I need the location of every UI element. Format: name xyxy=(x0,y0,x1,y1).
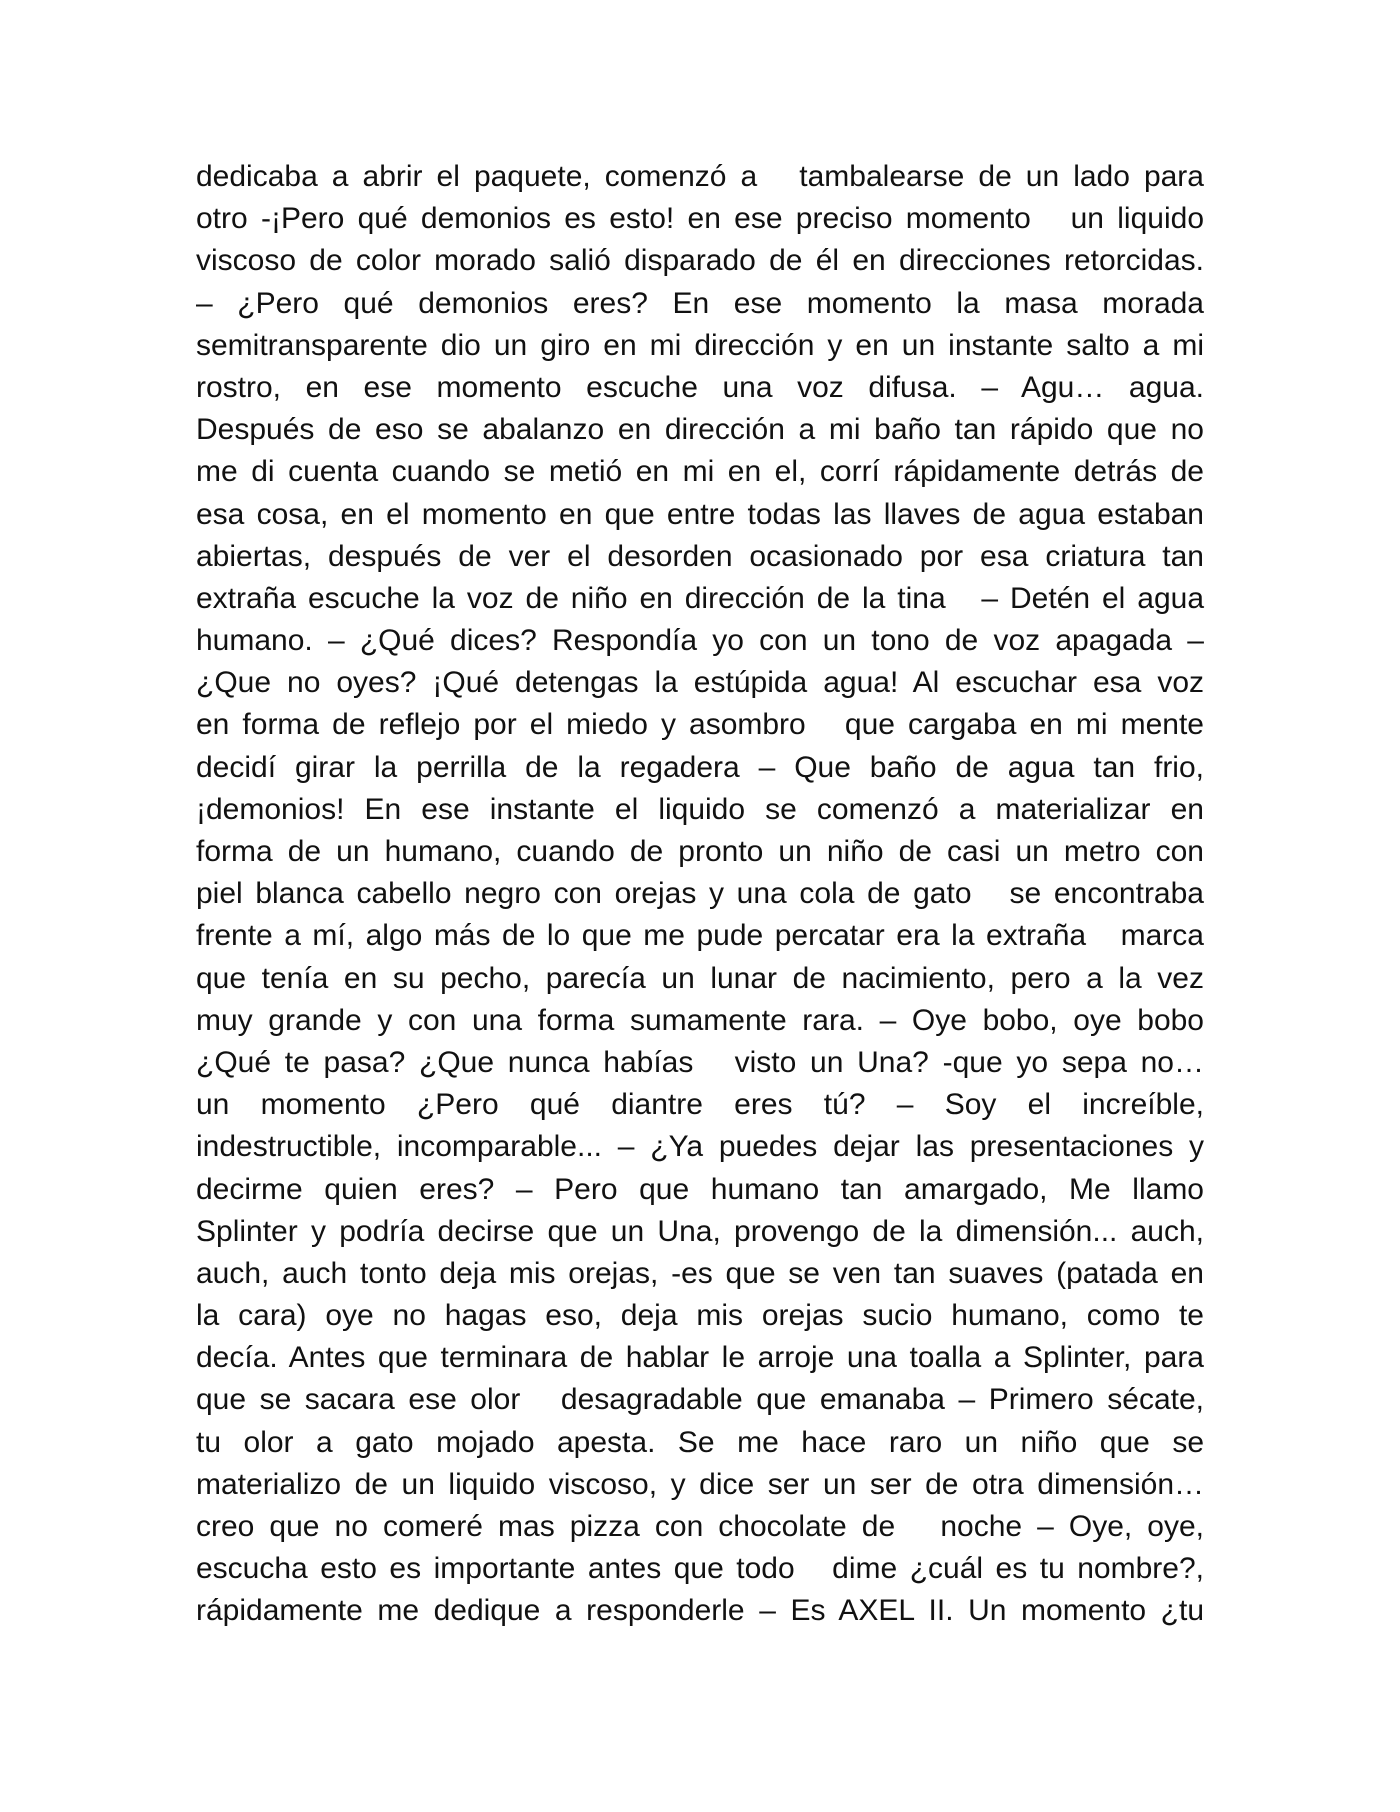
text-line: en forma de reflejo por el miedo y asombro que cargaba en mi mente xyxy=(196,708,1204,742)
text-line: extraña escuche la voz de niño en dirección de la tina – Detén el agua xyxy=(196,581,1204,615)
text-line: dedicaba a abrir el paquete, comenzó a tambalearse de un lado para xyxy=(196,160,1204,193)
text-line: la cara) oye no hagas eso, deja mis orejas sucio humano, como te xyxy=(196,1299,1204,1333)
text-line: frente a mí, algo más de lo que me pude percatar era la extraña marca xyxy=(196,919,1204,953)
text-line: ¡demonios! En ese instante el liquido se comenzó a materializar en xyxy=(196,792,1204,826)
text-line: humano. – ¿Qué dices? Respondía yo con un tono de voz apagada – xyxy=(196,624,1204,658)
text-line: decidí girar la perrilla de la regadera – Que baño de agua tan frio, xyxy=(196,750,1204,784)
text-line: forma de un humano, cuando de pronto un niño de casi un metro con xyxy=(196,835,1204,868)
text-line: creo que no comeré mas pizza con chocolate de noche – Oye, oye, xyxy=(196,1510,1204,1543)
text-line: tu olor a gato mojado apesta. Se me hace raro un niño que se xyxy=(196,1425,1204,1459)
text-line: – ¿Pero qué demonios eres? En ese momento la masa morada xyxy=(196,286,1204,320)
text-line: decirme quien eres? – Pero que humano tan amargado, Me llamo xyxy=(196,1172,1204,1206)
text-line: indestructible, incomparable... – ¿Ya puedes dejar las presentaciones y xyxy=(196,1130,1204,1164)
text-line: muy grande y con una forma sumamente rara. – Oye bobo, oye bobo xyxy=(196,1003,1204,1037)
text-line: piel blanca cabello negro con orejas y una cola de gato se encontraba xyxy=(196,877,1204,911)
text-line: semitransparente dio un giro en mi dirección y en un instante salto a mi xyxy=(196,328,1204,362)
text-line: rostro, en ese momento escuche una voz difusa. – Agu… agua. xyxy=(196,370,1204,404)
text-line: materializo de un liquido viscoso, y dice ser un ser de otra dimensión… xyxy=(196,1467,1204,1501)
text-line: decía. Antes que terminara de hablar le arroje una toalla a Splinter, para xyxy=(196,1341,1204,1375)
text-line: escucha esto es importante antes que todo dime ¿cuál es tu nombre?, xyxy=(196,1552,1204,1586)
text-line: me di cuenta cuando se metió en mi en el, corrí rápidamente detrás de xyxy=(196,455,1204,489)
text-line: viscoso de color morado salió disparado de él en direcciones retorcidas. xyxy=(196,244,1204,278)
text-line: que se sacara ese olor desagradable que emanaba – Primero sécate, xyxy=(196,1383,1204,1417)
text-line: un momento ¿Pero qué diantre eres tú? – Soy el increíble, xyxy=(196,1088,1204,1122)
text-line: ¿Qué te pasa? ¿Que nunca habías visto un Una? -que yo sepa no… xyxy=(196,1045,1204,1079)
text-line: rápidamente me dedique a responderle – Es AXEL II. Un momento ¿tu xyxy=(196,1594,1204,1628)
body-text xyxy=(196,156,1204,1633)
text-line: Splinter y podría decirse que un Una, provengo de la dimensión... auch, xyxy=(196,1214,1204,1248)
text-line: Después de eso se abalanzo en dirección a mi baño tan rápido que no xyxy=(196,413,1204,447)
text-line: esa cosa, en el momento en que entre todas las llaves de agua estaban xyxy=(196,497,1204,531)
text-line: que tenía en su pecho, parecía un lunar de nacimiento, pero a la vez xyxy=(196,961,1204,995)
text-line: otro -¡Pero qué demonios es esto! en ese preciso momento un liquido xyxy=(196,202,1204,236)
text-line: abiertas, después de ver el desorden ocasionado por esa criatura tan xyxy=(196,539,1204,573)
text-line: ¿Que no oyes? ¡Qué detengas la estúpida agua! Al escuchar esa voz xyxy=(196,666,1204,700)
text-line: auch, auch tonto deja mis orejas, -es que se ven tan suaves (patada en xyxy=(196,1256,1204,1290)
